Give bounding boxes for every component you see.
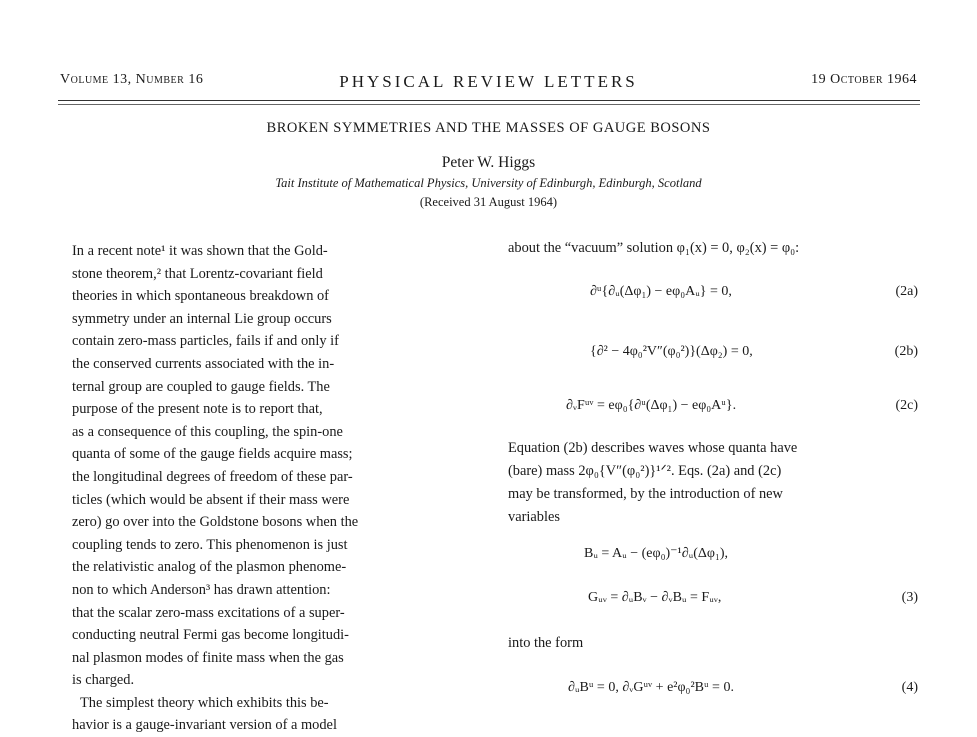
text-line: that the scalar zero-mass excitations of a super- bbox=[72, 604, 345, 621]
article-title: BROKEN SYMMETRIES AND THE MASSES OF GAUGE BOSONS bbox=[266, 120, 711, 136]
vacuum-solution-line: about the “vacuum” solution φ₁(x) = 0, φ₂(x) = φ₀: bbox=[508, 240, 800, 256]
text-line: into the form bbox=[508, 635, 584, 651]
text-line: purpose of the present note is to report that, bbox=[72, 401, 323, 418]
equation-2c: ∂ᵥFᵘᵛ = eφ₀{∂ᵘ(Δφ₁) − eφ₀Aᵘ}. bbox=[566, 398, 737, 413]
text-line: non to which Anderson³ has drawn attention: bbox=[72, 581, 331, 598]
text-line: the longitudinal degrees of freedom of these par- bbox=[72, 468, 353, 485]
text-line: contain zero-mass particles, fails if and only if bbox=[72, 333, 339, 350]
text-line: variables bbox=[508, 509, 560, 525]
text-line: quanta of some of the gauge fields acquire mass; bbox=[72, 446, 353, 463]
text-line: In a recent note¹ it was shown that the Gold- bbox=[72, 243, 328, 259]
equation-2a: ∂ᵘ{∂ᵤ(Δφ₁) − eφ₀Aᵤ} = 0, bbox=[590, 284, 732, 299]
header-rule bbox=[58, 100, 920, 101]
equation-2b-number: (2b) bbox=[894, 344, 918, 359]
equation-2a-number: (2a) bbox=[895, 284, 918, 299]
text-line: Equation (2b) describes waves whose quanta have bbox=[508, 440, 798, 456]
header-volume: Volume 13, Number 16 bbox=[60, 72, 204, 87]
text-line: coupling tends to zero. This phenomenon is just bbox=[72, 536, 348, 553]
text-line: theories in which spontaneous breakdown of bbox=[72, 288, 329, 305]
text-line: ternal group are coupled to gauge fields. The bbox=[72, 378, 330, 395]
author-affiliation: Tait Institute of Mathematical Physics, University of Edinburgh, Edinburgh, Scotland bbox=[275, 176, 702, 190]
equation-3a: Bᵤ = Aᵤ − (eφ₀)⁻¹∂ᵤ(Δφ₁), bbox=[584, 546, 729, 561]
received-date: (Received 31 August 1964) bbox=[419, 195, 558, 209]
text-line: as a consequence of this coupling, the spin-one bbox=[72, 423, 343, 440]
text-line: is charged. bbox=[72, 672, 135, 689]
equation-3-number: (3) bbox=[901, 590, 918, 605]
text-line: stone theorem,² that Lorentz-covariant field bbox=[72, 265, 323, 282]
equation-4-number: (4) bbox=[901, 680, 918, 695]
equation-4: ∂ᵤBᵘ = 0, ∂ᵥGᵘᵛ + e²φ₀²Bᵘ = 0. bbox=[568, 680, 734, 695]
text-line: ticles (which would be absent if their mass were bbox=[72, 491, 350, 508]
author-name: Peter W. Higgs bbox=[441, 154, 536, 171]
text-line: symmetry under an internal Lie group occurs bbox=[72, 310, 332, 327]
left-column bbox=[72, 240, 472, 737]
header-rule-lower bbox=[58, 104, 920, 105]
text-line: may be transformed, by the introduction of new bbox=[508, 486, 783, 502]
text-line: havior is a gauge-invariant version of a model bbox=[72, 717, 337, 734]
equation-2c-number: (2c) bbox=[895, 398, 918, 413]
text-line: (bare) mass 2φ₀{V″(φ₀²)}¹ᐟ². Eqs. (2a) and (2c) bbox=[508, 463, 782, 479]
right-column bbox=[508, 240, 918, 723]
text-line: conducting neutral Fermi gas become longitudi- bbox=[72, 627, 349, 644]
text-line: the relativistic analog of the plasmon phenome- bbox=[72, 559, 347, 576]
text-line: nal plasmon modes of finite mass when the gas bbox=[72, 649, 344, 666]
journal-name: PHYSICAL REVIEW LETTERS bbox=[339, 72, 638, 91]
equation-3b: Gᵤᵥ = ∂ᵤBᵥ − ∂ᵥBᵤ = Fᵤᵥ, bbox=[588, 590, 722, 605]
text-line: The simplest theory which exhibits this be- bbox=[80, 694, 329, 711]
text-line: the conserved currents associated with the in- bbox=[72, 355, 335, 372]
text-line: zero) go over into the Goldstone bosons when the bbox=[72, 514, 359, 531]
equation-2b: {∂² − 4φ₀²V″(φ₀²)}(Δφ₂) = 0, bbox=[590, 344, 753, 359]
header-date: 19 October 1964 bbox=[811, 72, 917, 87]
